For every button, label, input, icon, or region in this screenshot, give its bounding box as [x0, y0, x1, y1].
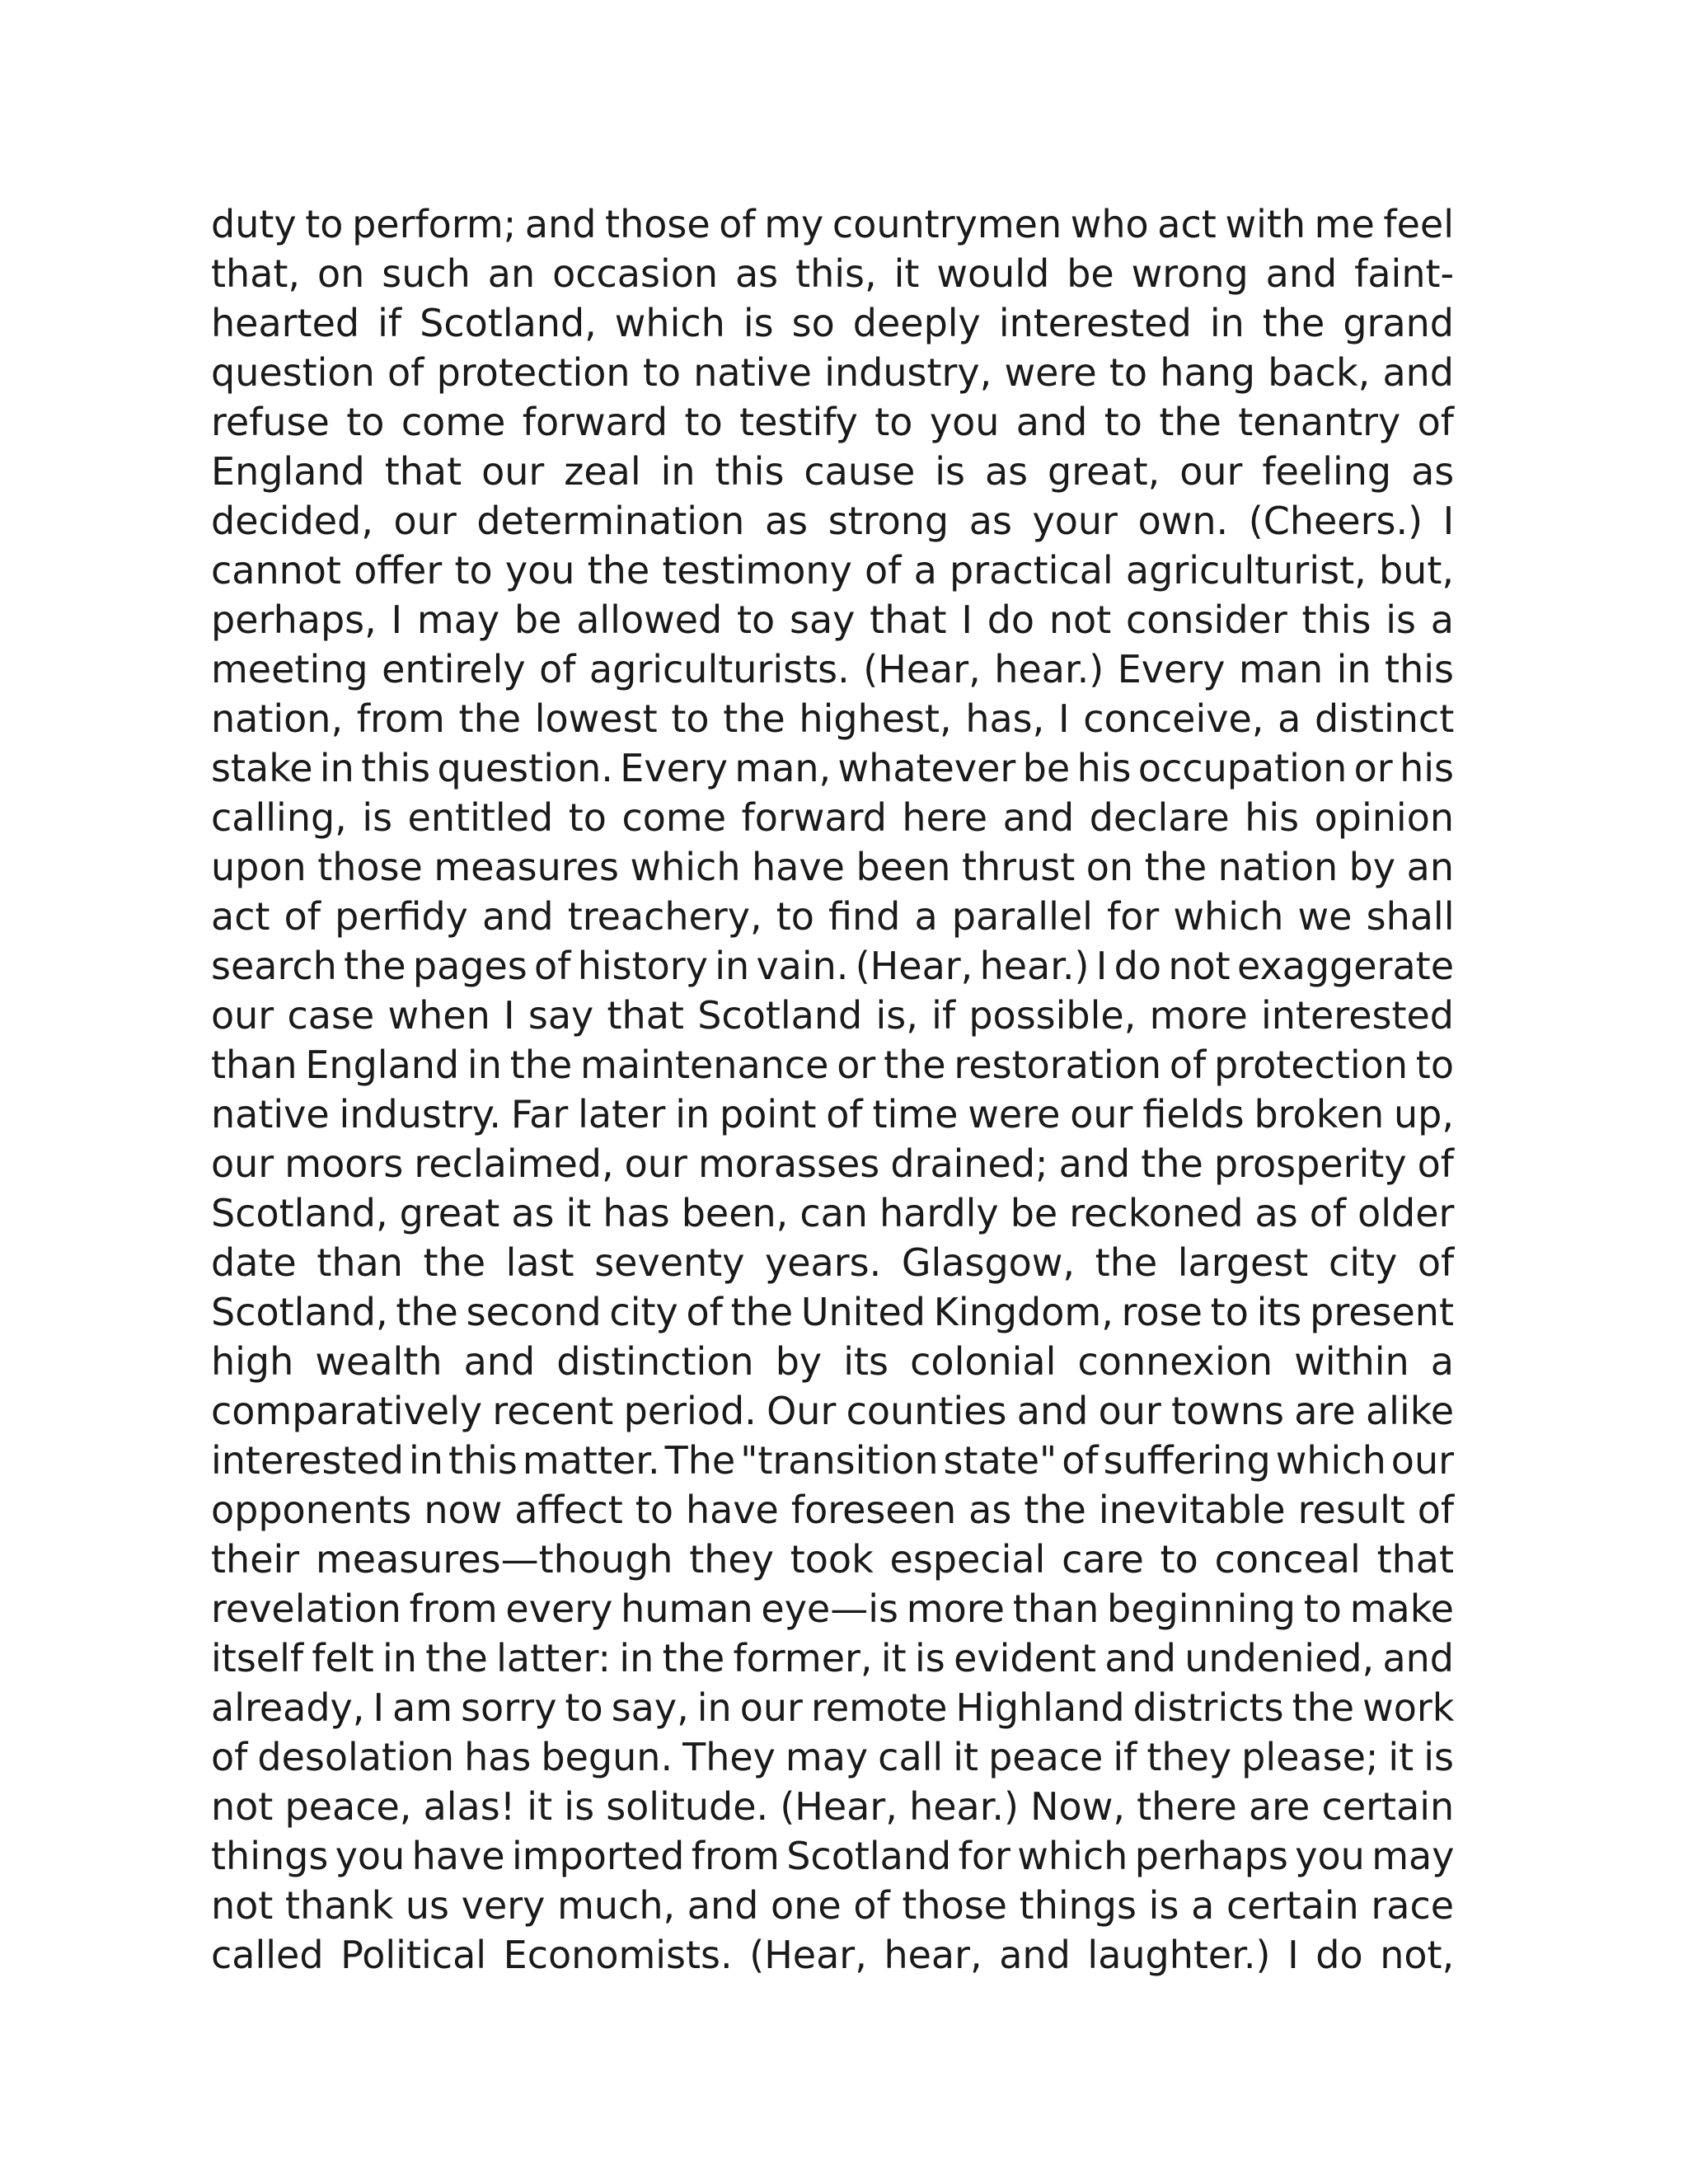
text-line: their measures—though they took especial care to conceal that	[211, 1537, 1454, 1582]
text-line: hearted if Scotland, which is so deeply interested in the grand	[211, 301, 1454, 345]
text-line: refuse to come forward to testify to you and to the tenantry of	[211, 400, 1454, 444]
text-line: act of perfidy and treachery, to find a parallel for which we shall	[211, 894, 1455, 939]
text-line: comparatively recent period. Our counties and our towns are alike	[211, 1389, 1455, 1433]
text-line: of desolation has begun. They may call it peace if they please; it is	[211, 1735, 1454, 1779]
text-line: already, I am sorry to say, in our remote Highland districts the work	[211, 1685, 1455, 1730]
text-line: duty to perform; and those of my countrymen who act with me feel	[211, 202, 1454, 246]
body-text	[211, 199, 1454, 1980]
text-line: cannot offer to you the testimony of a practical agriculturist, but,	[211, 548, 1454, 593]
text-line: meeting entirely of agriculturists. (Hear, hear.) Every man in this	[211, 647, 1454, 691]
text-line: called Political Economists. (Hear, hear, and laughter.) I do not,	[211, 1933, 1455, 1977]
text-line: England that our zeal in this cause is as great, our feeling as	[211, 449, 1455, 494]
text-line: date than the last seventy years. Glasgow, the largest city of	[211, 1240, 1455, 1285]
text-line: decided, our determination as strong as your own. (Cheers.) I	[211, 499, 1455, 543]
text-line: not peace, alas! it is solitude. (Hear, hear.) Now, there are certain	[211, 1784, 1455, 1829]
text-line: Scotland, the second city of the United Kingdom, rose to its present	[211, 1290, 1454, 1334]
text-line: that, on such an occasion as this, it would be wrong and faint-	[211, 251, 1455, 296]
text-line: stake in this question. Every man, whatever be his occupation or his	[211, 746, 1454, 790]
text-line: our case when I say that Scotland is, if possible, more interested	[211, 993, 1454, 1038]
text-line: question of protection to native industry, were to hang back, and	[211, 350, 1454, 395]
text-line: our moors reclaimed, our morasses drained; and the prosperity of	[211, 1141, 1454, 1186]
text-line: perhaps, I may be allowed to say that I do not consider this is a	[211, 598, 1454, 642]
text-line: opponents now affect to have foreseen as the inevitable result of	[211, 1488, 1455, 1532]
text-line: itself felt in the latter: in the former, it is evident and undenied, and	[211, 1636, 1454, 1680]
text-line: nation, from the lowest to the highest, has, I conceive, a distinct	[211, 696, 1455, 741]
text-line: native industry. Far later in point of time were our fields broken up,	[211, 1092, 1454, 1137]
text-line: interested in this matter. The "transition state" of suffering which our	[211, 1438, 1455, 1483]
text-line: things you have imported from Scotland for which perhaps you may	[211, 1834, 1455, 1878]
text-line: upon those measures which have been thrust on the nation by an	[211, 845, 1454, 889]
text-line: not thank us very much, and one of those things is a certain race	[211, 1883, 1455, 1928]
text-line: high wealth and distinction by its colonial connexion within a	[211, 1339, 1454, 1384]
text-line: search the pages of history in vain. (Hear, hear.) I do not exaggerate	[211, 944, 1454, 988]
text-line: revelation from every human eye—is more than beginning to make	[211, 1586, 1454, 1631]
text-line: Scotland, great as it has been, can hardly be reckoned as of older	[211, 1191, 1455, 1235]
text-line: than England in the maintenance or the restoration of protection to	[211, 1043, 1454, 1087]
text-line: calling, is entitled to come forward here and declare his opinion	[211, 795, 1454, 840]
